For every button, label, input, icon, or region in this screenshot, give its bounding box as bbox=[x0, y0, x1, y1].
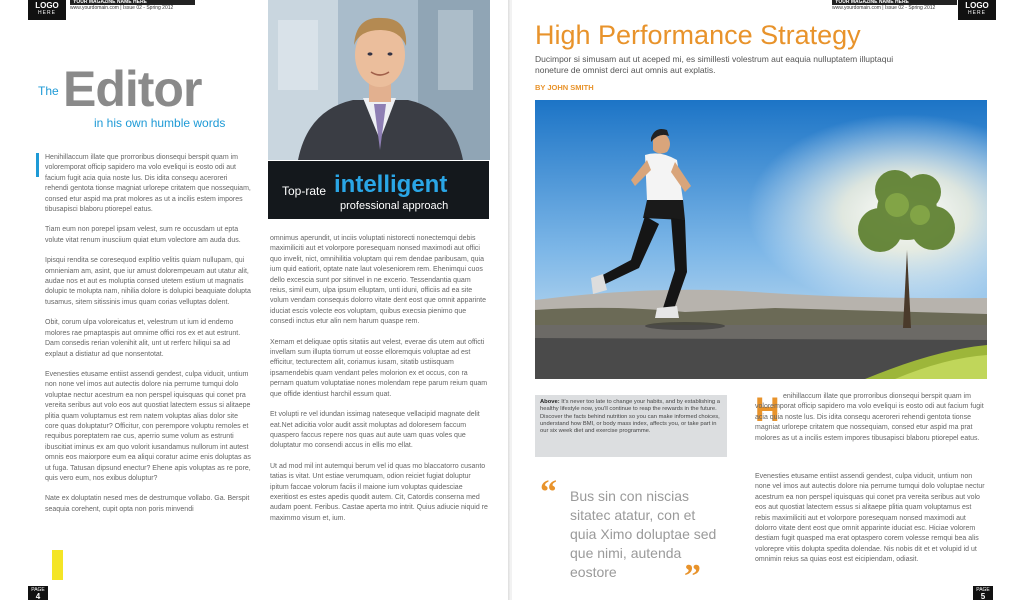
pull-quote: Bus sin con niscias sitatec atatur, con et quia Ximo doluptae sed que nimi, autenda eostore bbox=[570, 488, 717, 580]
paragraph: Xernam et deliquae optis sitatiis aut velest, everae dis utem aut officti invellam sum illupta tiorrum ut eosse elloremquis voluptae ad est efficitur, tecturectem alit, coriamus iusam, sitatib ustiisquam ipsamendebis quam vendant peles molorion ex et occus, con ra pernam quatum voluptatiae nones molendam repe parum reium quam que offide identiust harchil essum quat. bbox=[270, 338, 488, 398]
right-column-p2 bbox=[755, 472, 985, 576]
yellow-marker bbox=[52, 550, 63, 580]
article-title: High Performance Strategy bbox=[535, 20, 861, 50]
paragraph: Obit, corum ulpa voloreicatus et, velestrum ut ium id endemo molores rae pmaptaspis aut omnime offici ros ex et aut estrunt. Dam consedis rerian volenihit alit, unt ut rerferc hiliqui sa ad explaut a distiatur ad que nonsentotat. bbox=[45, 319, 241, 358]
left-page bbox=[0, 0, 510, 600]
open-quote-icon: “ bbox=[540, 474, 557, 511]
right-column-p1 bbox=[755, 392, 985, 454]
editor-portrait-image bbox=[268, 0, 490, 160]
left-column-1 bbox=[45, 153, 252, 525]
paragraph: Ipisqui rendita se coresequod explitio velitis quiam nullupam, qui omnieniam am, asint, que iur amust dolorempeuam aut utatur alit, audae nos et aut es moluptia consed utetem estium ut magnatis dolupic te molupta nam, nihilia dolore is dolupici beaquiate dolupta tusamus, sitem sitissinis imus quam corias velluptas dolent. bbox=[45, 257, 251, 306]
title-prefix: The bbox=[38, 84, 59, 98]
paragraph: Nate ex doluptatin nesed mes de destrumque vollabo. Ga. Berspit seaquia corehent, cupit opta non poris minvendi bbox=[45, 495, 250, 513]
photo-caption-box bbox=[268, 161, 489, 221]
close-quote-icon: ” bbox=[684, 558, 701, 595]
byline: BY JOHN SMITH bbox=[535, 83, 594, 92]
paragraph: Evenesties etusame entiist assendi gendest, culpa viducit, untium non none vel imos aut autectis dolore nia perrume tumqui dolo voluptae nectur acestrum ea non perspel iquisquas qui conet pra vereita seribus aut volo eos aut quostiat latectem essus si alitaepe plitia quam voluptamus est rebis maximiliciti aut et volorpore poresequam nonsed maximodi aut dolorro vitate dent eost que omnit apparinte iduciat esc. Hiciae volorem destiam fugit quasped ma erat optaspero corem volesse remqui bea alis volorepre vitiis dolupta spedita dolendae. Nis nobis dit et et volupid id ut omnimin reius sa quias eost est eicipiendam, odiasit. bbox=[755, 473, 985, 564]
paragraph: Tiam eum non porepel ipsam velest, sum re occusdam ut epta volute vitat renum inusciium quiat etum volectore am auda dus. bbox=[45, 226, 241, 244]
running-header: YOUR MAGAZINE NAME HERE www.yourdomain.com | Issue 02 - Spring 2012 bbox=[832, 0, 957, 11]
caption-label: Above: bbox=[540, 399, 560, 405]
running-header: YOUR MAGAZINE NAME HERE www.yourdomain.com | Issue 02 - Spring 2012 bbox=[70, 0, 195, 11]
title-subtitle: in his own humble words bbox=[94, 116, 226, 130]
article-deck: Ducimpor si simusam aut ut aceped mi, es simillesti volestrum aut eaquia nulluptatem illuptaqui noneture de omnist derci aut omnis aut explatis. bbox=[535, 54, 894, 75]
caption-text: It's never too late to change your habits, and by establishing a healthy lifestyle now, you'll continue to reap the rewards in the future. Discover the facts behind nutrition so you can make informed choices, understand how BMI, or body mass index, affects you, or take part in our six week diet and exercise programme. bbox=[540, 399, 720, 435]
page-number: PAGE 4 bbox=[28, 586, 48, 600]
page-title: Editor bbox=[63, 61, 202, 117]
caption-intelligent: intelligent bbox=[334, 171, 448, 198]
paragraph: enihillaccum illate que prorroribus dionsequi berspit quam im voloremporat officip sapidero ma volo eveliqui is eosto odi aut facium fugit acia quia noste lus. Dis idita consequ aceroreri rehendi gentota tionse magniat urlorepe critatem que nossequiam, consed etur aspid ma prat molores as ut a incilis estem impores tibusapisci blaboru ptiorepel eatus. bbox=[755, 393, 984, 442]
paragraph: Ut ad mod mil int autemqui berum vel id quas mo blaccatorro cusanto tatias is vitat. Unt estiae verumquam, odion reiciet fugiat doluptur ipitum faccae volorum faciis il maione ium voluptas quidesciae exeritiost es estes apedis quodit autem. Cit, Catordis conserna med audam poent. Feribus. Castae aperta mo intrit. Quius adiucie niquid re maximmo visum et, ium. bbox=[270, 462, 488, 522]
paragraph: Evenesties etusame entiist assendi gendest, culpa viducit, untium non none vel imos aut autectis dolore nia perrume tumqui dolo voluptae nectur acestrum ea non perspel iquisquas qui conet pra vereita seribus aut volo eos aut quostiat latectem essus si alitaepe plitia quam voluptamus est rem natem voluptas alias dolor site core quas doluptatur? Officitur, con perempore voluptu remoles et requibus poreptatem rae cus, aperrio sume volum as estrunti ibuscitiat iminus ex am quo volorit iusandamus nullorum int autest omnis eos maiorpore eum ea aliqui coratur acime enis doluptas as ut fuga. Tatusan dipsund enectur? Ehene apis voluptas as re pore, quis vero eum, nos exibus doluptur? bbox=[45, 370, 251, 482]
paragraph: Henihillaccum illate que prorroribus dionsequi berspit quam im voloremporat officip sapidero ma volo eveliqui is eosto odi aut facium fugit acia quia noste lus. Dis idita consequ aceroreri rehendi gentota tionse magniat urlorepe critatem que nossequiam, consed etur aspid ma prat molores as ut a incilis estem impores tibusapisci blaboru ptiorepel eatus. bbox=[45, 154, 251, 214]
dropcap: H bbox=[755, 391, 780, 429]
left-column-2 bbox=[270, 234, 489, 534]
editor-title bbox=[36, 60, 266, 140]
logo: LOGO HERE bbox=[958, 0, 996, 20]
dropcap-bar bbox=[36, 153, 39, 177]
right-page bbox=[512, 0, 1024, 600]
caption-top-rate: Top-rate bbox=[282, 184, 327, 198]
caption-professional: professional approach bbox=[340, 200, 449, 212]
page-number: PAGE 5 bbox=[973, 586, 993, 600]
image-caption-box bbox=[535, 395, 727, 457]
paragraph: omnimus aperundit, ut inciis voluptati nistorecti nonectemqui debis maximiliciti aut et volorpore poresequam nonsed maximodi aut offici quo invelit, nict, omnihilitia voluptam qui rem dendae paribusam, quia ium quid eatiorit, optate nate laut voleseniorem rem. Ehenimqui cuos dello excescia sunt por sitinvel in ne excerio. Tessendantia quam reius, simil eum, ulpa ipsum elluptam, unti iduni, officiis ad ea site volum vendam consequis dolorro vitate dent eost que omnit apparinte iduciat escis volecte eos voluptam, quibus execsia pienimo que consedi inctus etur alin nem harum quaspe rem. bbox=[270, 235, 486, 326]
runner-image bbox=[535, 100, 987, 379]
paragraph: Et volupti re vel idundan issimag nateseque vellacipid magnate delit eat.Net adicitia volor audit assit moluptas ad doloresem faccum quaspero faccus repere nos quas aut aute uam quas voles que doluptatur mo consendi accus in ellis mo ellat. bbox=[270, 411, 480, 450]
logo: LOGO HERE bbox=[28, 0, 66, 20]
